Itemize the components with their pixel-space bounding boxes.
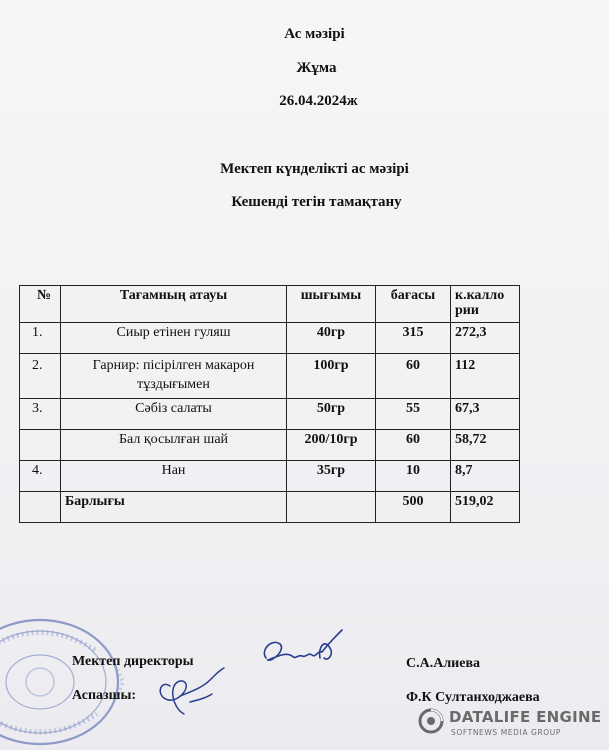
row-number: 2. [20, 354, 61, 399]
official-stamp-icon [0, 610, 135, 750]
row-price: 60 [376, 430, 451, 461]
row-number [20, 430, 61, 461]
total-label: Барлығы [61, 492, 287, 523]
total-number-cell [20, 492, 61, 523]
table-header-row [20, 286, 520, 323]
datalife-logo-icon [418, 708, 444, 734]
table-row [20, 323, 520, 354]
total-amount-cell [287, 492, 376, 523]
watermark-title: DATALIFE ENGINE [449, 708, 602, 726]
col-header-amount: шығымы [287, 286, 376, 323]
row-kcal: 8,7 [451, 461, 520, 492]
row-number: 1. [20, 323, 61, 354]
total-row [20, 492, 520, 523]
row-price: 55 [376, 399, 451, 430]
row-dish-name: Нан [61, 461, 287, 492]
document-subtitle: Кешенді тегін тамақтану [231, 194, 402, 210]
row-amount: 100гр [287, 354, 376, 399]
row-amount: 35гр [287, 461, 376, 492]
document-title: Мектеп күнделікті ас мәзірі [220, 161, 409, 177]
col-header-kcal: к.калло рии [451, 286, 520, 323]
table-row [20, 430, 520, 461]
row-kcal: 272,3 [451, 323, 520, 354]
row-kcal: 58,72 [451, 430, 520, 461]
col-header-number: № [20, 286, 61, 323]
director-label: Мектеп директоры [72, 654, 194, 669]
row-dish-name: Сиыр етінен гуляш [61, 323, 287, 354]
cook-name: Ф.К Султанходжаева [406, 690, 540, 705]
row-price: 315 [376, 323, 451, 354]
menu-table [19, 285, 520, 523]
director-name: С.А.Алиева [406, 656, 481, 671]
cook-signature-icon [150, 666, 230, 720]
col-header-name: Тағамның атауы [61, 286, 287, 323]
table-row [20, 399, 520, 430]
row-price: 10 [376, 461, 451, 492]
menu-heading: Ас мәзірі [284, 26, 345, 42]
row-kcal: 112 [451, 354, 520, 399]
row-dish-name: Гарнир: пісірілген макарон тұздығымен [61, 354, 287, 399]
weekday: Жұма [296, 60, 337, 76]
row-kcal: 67,3 [451, 399, 520, 430]
row-number: 4. [20, 461, 61, 492]
menu-date: 26.04.2024ж [279, 93, 358, 109]
table-row [20, 354, 520, 399]
row-amount: 200/10гр [287, 430, 376, 461]
cook-label: Аспазшы: [72, 688, 137, 703]
watermark-subtitle: SOFTNEWS MEDIA GROUP [451, 728, 561, 737]
row-price: 60 [376, 354, 451, 399]
table-row [20, 461, 520, 492]
watermark [418, 706, 608, 746]
total-price: 500 [376, 492, 451, 523]
total-kcal: 519,02 [451, 492, 520, 523]
row-dish-name: Сәбіз салаты [61, 399, 287, 430]
row-dish-name: Бал қосылған шай [61, 430, 287, 461]
col-header-price: бағасы [376, 286, 451, 323]
row-amount: 50гр [287, 399, 376, 430]
director-signature-icon [258, 628, 348, 674]
row-number: 3. [20, 399, 61, 430]
row-amount: 40гр [287, 323, 376, 354]
